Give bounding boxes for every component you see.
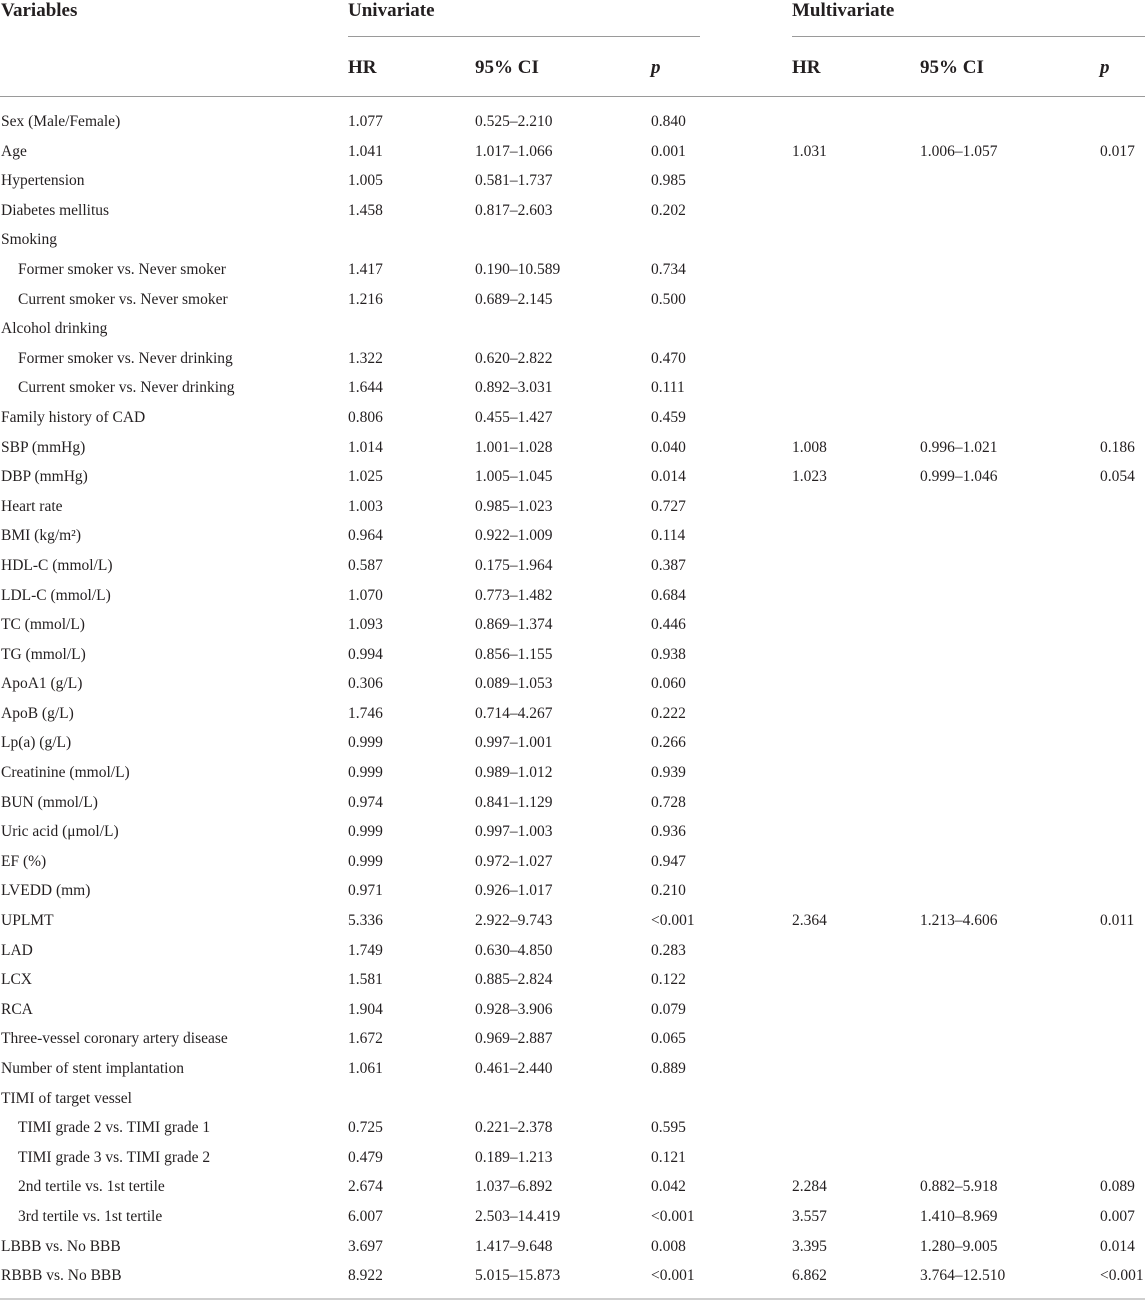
table-row [0, 640, 1145, 670]
univariate-p: 0.122 [651, 971, 686, 989]
table-row [0, 728, 1145, 758]
multivariate-p: 0.014 [1100, 1237, 1135, 1255]
univariate-p: 0.001 [651, 142, 686, 160]
table-row [0, 610, 1145, 640]
table-row [0, 462, 1145, 492]
table-row [0, 521, 1145, 551]
univariate-hr: 8.922 [348, 1267, 383, 1285]
multivariate-ci: 0.882–5.918 [920, 1178, 998, 1196]
univariate-ci: 0.189–1.213 [475, 1148, 553, 1166]
table-body [0, 107, 1145, 1291]
multivariate-p: 0.017 [1100, 142, 1135, 160]
header-multivariate: Multivariate [792, 0, 895, 21]
univariate-ci: 1.417–9.648 [475, 1237, 553, 1255]
univariate-hr: 0.999 [348, 852, 383, 870]
row-label: HDL-C (mmol/L) [1, 556, 113, 574]
table-row [0, 1084, 1145, 1114]
row-label: Alcohol drinking [1, 320, 108, 338]
univariate-hr: 6.007 [348, 1207, 383, 1225]
row-label: TIMI of target vessel [1, 1089, 132, 1107]
row-label: RBBB vs. No BBB [1, 1267, 122, 1285]
table-row [0, 758, 1145, 788]
header-univariate: Univariate [348, 0, 435, 21]
table-bottom-rule [0, 1298, 1145, 1300]
univariate-hr: 1.746 [348, 704, 383, 722]
univariate-ci: 1.005–1.045 [475, 468, 553, 486]
univariate-p: <0.001 [651, 1207, 695, 1225]
univariate-ci: 1.037–6.892 [475, 1178, 553, 1196]
univariate-hr: 0.971 [348, 882, 383, 900]
table-row [0, 107, 1145, 137]
univariate-ci: 0.190–10.589 [475, 260, 561, 278]
multivariate-p: 0.054 [1100, 468, 1135, 486]
row-label: Lp(a) (g/L) [1, 734, 72, 752]
multivariate-ci: 0.999–1.046 [920, 468, 998, 486]
univariate-hr: 3.697 [348, 1237, 383, 1255]
row-label: ApoB (g/L) [1, 704, 74, 722]
table-row [0, 1054, 1145, 1084]
row-label: 2nd tertile vs. 1st tertile [18, 1178, 165, 1196]
table-row [0, 344, 1145, 374]
univariate-ci: 0.461–2.440 [475, 1060, 553, 1077]
univariate-ci: 0.985–1.023 [475, 497, 553, 515]
multivariate-ci: 1.213–4.606 [920, 912, 998, 930]
univariate-ci: 1.001–1.028 [475, 438, 553, 456]
table-row [0, 876, 1145, 906]
univariate-p: 0.114 [651, 527, 686, 545]
multivariate-ci: 1.006–1.057 [920, 142, 998, 160]
row-label: DBP (mmHg) [1, 468, 88, 486]
univariate-p: 0.040 [651, 438, 686, 456]
univariate-hr: 2.674 [348, 1178, 383, 1196]
univariate-ci: 0.926–1.017 [475, 882, 553, 900]
univariate-hr: 0.479 [348, 1148, 383, 1166]
row-label: LBBB vs. No BBB [1, 1237, 121, 1255]
row-label: LDL-C (mmol/L) [1, 586, 111, 604]
univariate-ci: 0.841–1.129 [475, 793, 553, 811]
univariate-hr: 0.306 [348, 675, 383, 693]
table-row [0, 225, 1145, 255]
multivariate-p: 0.089 [1100, 1178, 1135, 1196]
univariate-hr: 1.025 [348, 468, 383, 486]
univariate-hr: 1.458 [348, 201, 383, 219]
univariate-ci: 0.630–4.850 [475, 941, 553, 959]
multivariate-hr: 3.557 [792, 1207, 827, 1225]
row-label: TC (mmol/L) [1, 616, 85, 634]
table-row [0, 1261, 1145, 1291]
header-multi-ci: 95% CI [920, 57, 984, 78]
table-row [0, 847, 1145, 877]
univariate-p: 0.500 [651, 290, 686, 308]
univariate-ci: 1.017–1.066 [475, 142, 553, 160]
row-label: TIMI grade 3 vs. TIMI grade 2 [18, 1148, 211, 1166]
multivariate-hr: 6.862 [792, 1267, 827, 1285]
multivariate-hr: 3.395 [792, 1237, 827, 1255]
univariate-ci: 0.928–3.906 [475, 1000, 553, 1018]
univariate-p: 0.210 [651, 882, 686, 900]
row-label: ApoA1 (g/L) [1, 675, 83, 693]
row-label: 3rd tertile vs. 1st tertile [18, 1207, 163, 1225]
univariate-p: 0.728 [651, 793, 686, 811]
table-row [0, 403, 1145, 433]
row-label: TIMI grade 2 vs. TIMI grade 1 [18, 1119, 211, 1137]
row-label: Former smoker vs. Never drinking [18, 349, 233, 367]
row-label: Creatinine (mmol/L) [1, 764, 130, 782]
table-row [0, 1232, 1145, 1262]
univariate-ci: 0.089–1.053 [475, 675, 553, 693]
univariate-p: 0.202 [651, 201, 686, 219]
multivariate-ci: 1.410–8.969 [920, 1207, 998, 1225]
univariate-hr: 0.999 [348, 734, 383, 752]
row-label: TG (mmol/L) [1, 645, 86, 663]
univariate-ci: 0.969–2.887 [475, 1030, 553, 1048]
header-uni-p: p [651, 57, 661, 78]
univariate-hr: 0.999 [348, 823, 383, 841]
row-label: LAD [1, 941, 33, 959]
row-label: LVEDD (mm) [1, 882, 91, 900]
univariate-ci: 0.817–2.603 [475, 201, 553, 219]
univariate-hr: 1.749 [348, 941, 383, 959]
univariate-hr: 5.336 [348, 912, 383, 930]
univariate-p: 0.060 [651, 675, 686, 693]
univariate-p: 0.446 [651, 616, 686, 634]
row-label: Number of stent implantation [1, 1060, 184, 1077]
row-label: Sex (Male/Female) [1, 113, 121, 130]
univariate-ci: 0.175–1.964 [475, 556, 553, 574]
univariate-p: 0.008 [651, 1237, 686, 1255]
univariate-p: 0.939 [651, 764, 686, 782]
univariate-hr: 1.061 [348, 1060, 383, 1077]
univariate-ci: 5.015–15.873 [475, 1267, 561, 1285]
header-uni-ci: 95% CI [475, 57, 539, 78]
multivariate-hr: 1.008 [792, 438, 827, 456]
table-row [0, 936, 1145, 966]
multivariate-p: <0.001 [1100, 1267, 1144, 1285]
table-row [0, 965, 1145, 995]
univariate-p: 0.014 [651, 468, 686, 486]
univariate-p: 0.121 [651, 1148, 686, 1166]
univariate-ci: 0.581–1.737 [475, 172, 553, 190]
table-row [0, 906, 1145, 936]
row-label: LCX [1, 971, 32, 989]
table-row [0, 788, 1145, 818]
table-row [0, 255, 1145, 285]
row-label: EF (%) [1, 852, 47, 870]
row-label: RCA [1, 1000, 33, 1018]
univariate-hr: 1.005 [348, 172, 383, 190]
univariate-ci: 0.455–1.427 [475, 408, 553, 426]
univariate-hr: 1.216 [348, 290, 383, 308]
table-row [0, 1024, 1145, 1054]
univariate-ci: 0.620–2.822 [475, 349, 553, 367]
row-label: Uric acid (μmol/L) [1, 823, 119, 841]
row-label: Heart rate [1, 497, 63, 515]
multivariate-p: 0.011 [1100, 912, 1135, 930]
univariate-hr: 0.999 [348, 764, 383, 782]
univariate-p: 0.595 [651, 1119, 686, 1137]
univariate-ci: 2.922–9.743 [475, 912, 553, 930]
table-row [0, 433, 1145, 463]
univariate-p: 0.985 [651, 172, 686, 190]
row-label: Three-vessel coronary artery disease [1, 1030, 228, 1048]
univariate-ci: 0.972–1.027 [475, 852, 553, 870]
univariate-p: 0.111 [651, 379, 685, 397]
univariate-ci: 0.221–2.378 [475, 1119, 553, 1137]
table-row [0, 1202, 1145, 1232]
univariate-ci: 0.714–4.267 [475, 704, 553, 722]
row-label: BMI (kg/m²) [1, 527, 81, 545]
row-label: Hypertension [1, 172, 85, 190]
multivariate-underline [792, 36, 1145, 37]
univariate-p: 0.734 [651, 260, 686, 278]
univariate-ci: 0.892–3.031 [475, 379, 553, 397]
univariate-hr: 0.806 [348, 408, 383, 426]
table-row [0, 492, 1145, 522]
multivariate-hr: 2.364 [792, 912, 827, 930]
row-label: Age [1, 142, 27, 160]
univariate-hr: 1.014 [348, 438, 383, 456]
univariate-hr: 0.964 [348, 527, 383, 545]
header-variables: Variables [1, 0, 78, 21]
table-row [0, 817, 1145, 847]
multivariate-p: 0.186 [1100, 438, 1135, 456]
univariate-ci: 0.773–1.482 [475, 586, 553, 604]
univariate-p: 0.684 [651, 586, 686, 604]
univariate-ci: 0.689–2.145 [475, 290, 553, 308]
univariate-p: <0.001 [651, 912, 695, 930]
univariate-p: 0.938 [651, 645, 686, 663]
univariate-ci: 0.922–1.009 [475, 527, 553, 545]
row-label: Current smoker vs. Never drinking [18, 379, 235, 397]
row-label: BUN (mmol/L) [1, 793, 98, 811]
univariate-hr: 1.041 [348, 142, 383, 160]
row-label: Family history of CAD [1, 408, 146, 426]
univariate-hr: 0.994 [348, 645, 383, 663]
univariate-ci: 0.997–1.001 [475, 734, 553, 752]
univariate-hr: 1.093 [348, 616, 383, 634]
row-label: UPLMT [1, 912, 54, 930]
table-row [0, 314, 1145, 344]
row-label: Former smoker vs. Never smoker [18, 260, 226, 278]
row-label: SBP (mmHg) [1, 438, 86, 456]
row-label: Current smoker vs. Never smoker [18, 290, 228, 308]
multivariate-hr: 2.284 [792, 1178, 827, 1196]
table-row [0, 373, 1145, 403]
multivariate-hr: 1.023 [792, 468, 827, 486]
univariate-hr: 0.725 [348, 1119, 383, 1137]
univariate-p: 0.283 [651, 941, 686, 959]
row-label: Smoking [1, 231, 57, 249]
row-label: Diabetes mellitus [1, 201, 110, 219]
univariate-ci: 0.869–1.374 [475, 616, 553, 634]
table-row [0, 551, 1145, 581]
univariate-ci: 0.997–1.003 [475, 823, 553, 841]
univariate-ci: 0.856–1.155 [475, 645, 553, 663]
univariate-underline [348, 36, 700, 37]
multivariate-ci: 1.280–9.005 [920, 1237, 998, 1255]
univariate-p: 0.222 [651, 704, 686, 722]
univariate-hr: 1.644 [348, 379, 383, 397]
univariate-hr: 0.587 [348, 556, 383, 574]
table-row [0, 1113, 1145, 1143]
header-multi-hr: HR [792, 57, 821, 78]
multivariate-ci: 0.996–1.021 [920, 438, 998, 456]
univariate-ci: 0.525–2.210 [475, 113, 553, 130]
univariate-p: 0.079 [651, 1000, 686, 1018]
univariate-p: 0.387 [651, 556, 686, 574]
table-row [0, 995, 1145, 1025]
univariate-ci: 2.503–14.419 [475, 1207, 561, 1225]
univariate-hr: 1.672 [348, 1030, 383, 1048]
multivariate-ci: 3.764–12.510 [920, 1267, 1006, 1285]
univariate-hr: 1.322 [348, 349, 383, 367]
univariate-p: 0.042 [651, 1178, 686, 1196]
univariate-p: 0.889 [651, 1060, 686, 1077]
univariate-ci: 0.989–1.012 [475, 764, 553, 782]
header-uni-hr: HR [348, 57, 377, 78]
univariate-p: 0.947 [651, 852, 686, 870]
univariate-p: 0.459 [651, 408, 686, 426]
univariate-p: 0.936 [651, 823, 686, 841]
univariate-hr: 1.003 [348, 497, 383, 515]
multivariate-p: 0.007 [1100, 1207, 1135, 1225]
table-row [0, 137, 1145, 167]
univariate-p: 0.266 [651, 734, 686, 752]
univariate-p: 0.065 [651, 1030, 686, 1048]
univariate-p: 0.470 [651, 349, 686, 367]
univariate-hr: 0.974 [348, 793, 383, 811]
table-row [0, 1172, 1145, 1202]
header-multi-p: p [1100, 57, 1110, 78]
table-row [0, 196, 1145, 226]
table-row [0, 1143, 1145, 1173]
table-row [0, 166, 1145, 196]
table-row [0, 581, 1145, 611]
header-rule [0, 96, 1145, 97]
univariate-hr: 1.077 [348, 113, 383, 130]
univariate-hr: 1.070 [348, 586, 383, 604]
table-row [0, 699, 1145, 729]
univariate-p: <0.001 [651, 1267, 695, 1285]
univariate-ci: 0.885–2.824 [475, 971, 553, 989]
table-row [0, 669, 1145, 699]
univariate-hr: 1.417 [348, 260, 383, 278]
table-row [0, 285, 1145, 315]
univariate-hr: 1.904 [348, 1000, 383, 1018]
univariate-p: 0.840 [651, 113, 686, 130]
univariate-hr: 1.581 [348, 971, 383, 989]
multivariate-hr: 1.031 [792, 142, 827, 160]
univariate-p: 0.727 [651, 497, 686, 515]
